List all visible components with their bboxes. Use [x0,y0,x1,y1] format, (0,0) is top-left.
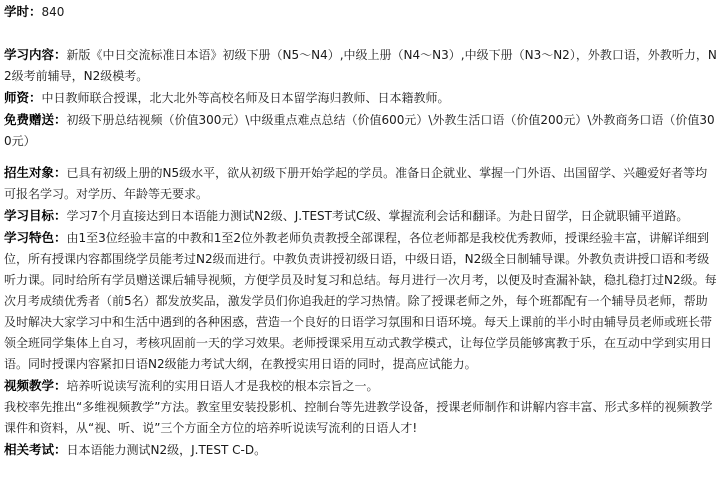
content-value: 新版《中日交流标准日本语》初级下册（N5～N4）,中级上册（N4～N3）,中级下册（N3～N2），外教口语，外教听力，N2级考前辅导，N2级模考。 [4,48,717,83]
gifts-label: 免费赠送： [4,112,67,127]
gifts-paragraph [4,109,719,152]
features-paragraph [4,227,719,375]
features-label: 学习特色： [4,230,67,245]
video-extra-paragraph [4,397,719,439]
exams-paragraph [4,439,719,461]
hours-label: 学时： [4,4,42,19]
features-value: 由1至3位经验丰富的中教和1至2位外教老师负责教授全部课程，各位老师都是我校优秀教师，授课经验丰富，讲解详细到位，所有授课内容都围绕学员能考过N2级而进行。中教负责讲授初级日语，中级日语，N2级全日制辅导课。外教负责讲授口语和考级听力课。同时给所有学员赠送课后辅导视频，方便学员及时复习和总结。每月进行一次月考，以便及时查漏补缺，稳扎稳打过N2级。每次月考成绩优秀者（前5名）都发放奖品，激发学员们你追我赶的学习热情。除了授课老师之外，每个班都配有一个辅导员老师，帮助及时解决大家学习中和生活中遇到的各种困惑，营造一个良好的日语学习氛围和日语环境。每天上课前的半小时由辅导员老师或班长带领全班同学集体上自习，考核巩固前一天的学习效果。老师授课采用互动式教学模式，让每位学员能够寓教于乐，在互动中学到实用日语。同时授课内容紧扣日语N2级能力考试大纲，在教授实用日语的同时，提高应试能力。 [4,231,717,371]
teachers-label: 师资： [4,90,42,105]
content-label: 学习内容： [4,47,67,62]
goal-paragraph [4,205,719,227]
target-label: 招生对象： [4,165,67,180]
video-label: 视频教学： [4,378,67,393]
spacer [4,23,719,44]
spacer [4,152,719,162]
target-value: 已具有初级上册的N5级水平，欲从初级下册开始学起的学员。准备日企就业、掌握一门外语、出国留学、兴趣爱好者等均可报名学习。对学历、年龄等无要求。 [4,166,708,201]
target-paragraph [4,162,719,205]
goal-value: 学习7个月直接达到日本语能力测试N2级、J.TEST考试C级、掌握流利会话和翻译。为赴日留学，日企就职铺平道路。 [66,209,689,223]
video-extra-value: 我校率先推出“多维视频教学”方法。教室里安装投影机、控制台等先进教学设备，授课老师制作和讲解内容丰富、形式多样的视频教学课件和资料，从“视、听、说”三个方面全方位的培养听说读写流利的日语人才! [4,400,713,435]
hours-line [4,1,719,23]
teachers-paragraph [4,87,719,109]
video-paragraph [4,375,719,397]
content-paragraph [4,44,719,87]
goal-label: 学习目标： [4,208,67,223]
exams-value: 日本语能力测试N2级，J.TEST C-D。 [66,443,267,457]
hours-value: 840 [41,5,65,19]
teachers-value: 中日教师联合授课，北大北外等高校名师及日本留学海归教师、日本籍教师。 [41,91,450,105]
exams-label: 相关考试： [4,442,67,457]
gifts-value: 初级下册总结视频（价值300元）\中级重点难点总结（价值600元）\外教生活口语（价值200元）\外教商务口语（价值300元） [4,113,715,148]
video-value: 培养听说读写流利的实用日语人才是我校的根本宗旨之一。 [66,379,379,393]
